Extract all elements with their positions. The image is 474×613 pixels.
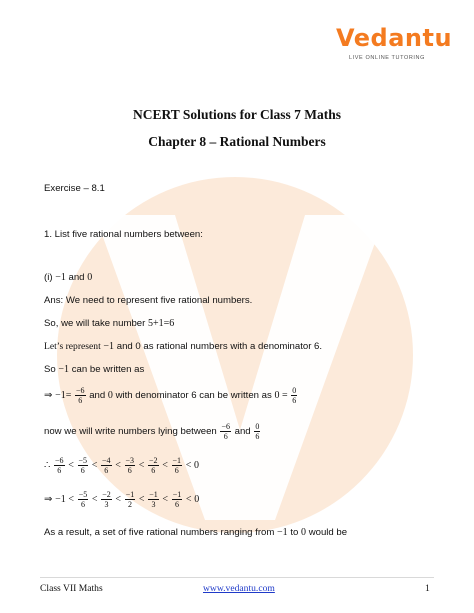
exercise-heading: Exercise – 8.1: [44, 183, 105, 194]
less-than: <: [91, 494, 98, 506]
implies-and: and: [89, 390, 106, 402]
represent-line: [44, 341, 322, 352]
implies-zero: 0: [107, 390, 113, 402]
chain2-start: −1: [55, 494, 66, 506]
part-and: and: [68, 272, 85, 283]
logo-wordmark: Vedantu: [336, 24, 453, 52]
implies-rhs: 0 =: [274, 390, 288, 402]
between-text: now we will write numbers lying between: [44, 426, 217, 438]
chain2-fraction: $\frac{-1}{6}$: [172, 490, 182, 509]
answer-intro: Ans: We need to represent five rational numbers.: [44, 295, 253, 306]
chain1-fraction: $\frac{-6}{6}$: [55, 456, 64, 475]
logo-tagline: LIVE ONLINE TUTORING: [349, 55, 425, 61]
chapter-title: Chapter 8 – Rational Numbers: [148, 134, 326, 149]
result-post: would be: [308, 527, 348, 538]
take-number-expr: 5+1=6: [147, 318, 175, 329]
fraction-minus6-over-6: $\frac{-6}{6}$: [76, 386, 85, 405]
between-line: [44, 422, 261, 441]
inequality-chain-1: [44, 456, 199, 475]
fraction-0-over-6: $\frac{0}{6}$: [292, 386, 297, 405]
page-number: 1: [425, 583, 430, 594]
written-pre: So: [44, 364, 56, 375]
take-number-text: So, we will take number: [44, 318, 146, 329]
part-label: (i): [44, 272, 53, 283]
between-fraction-1: $\frac{-6}{6}$: [221, 422, 230, 441]
less-than: <: [115, 494, 122, 506]
result-line: [44, 527, 347, 538]
less-than: <: [138, 460, 145, 472]
part-value-a: −1: [55, 272, 66, 283]
implies-mid-text: with denominator 6 can be written as: [115, 390, 272, 402]
between-and: and: [234, 426, 251, 438]
implies-line-1: [44, 386, 298, 405]
written-post: can be written as: [71, 364, 145, 375]
chain1-fraction: $\frac{-3}{6}$: [125, 456, 135, 475]
less-than: <: [68, 460, 74, 472]
written-value: −1: [58, 364, 70, 375]
between-fraction-2: $\frac{0}{6}$: [255, 422, 260, 441]
represent-value: −1: [103, 341, 115, 352]
chain1-fraction: $\frac{-4}{6}$: [102, 456, 111, 475]
represent-post: and 0 as rational numbers with a denominator 6.: [116, 341, 323, 352]
less-than: <: [185, 494, 192, 506]
represent-pre: Let’s represent: [44, 341, 101, 352]
less-than: <: [138, 494, 145, 506]
result-a: −1: [277, 527, 288, 538]
page-title: NCERT Solutions for Class 7 Maths: [133, 107, 341, 122]
chain1-fraction: $\frac{-2}{6}$: [149, 456, 158, 475]
less-than: <: [115, 460, 121, 472]
result-b: 0: [301, 527, 307, 538]
less-than: <: [162, 494, 169, 506]
less-than: <: [185, 460, 192, 472]
question-text: 1. List five rational numbers between:: [44, 229, 203, 240]
question-part-i: [44, 272, 92, 283]
result-to: to: [290, 527, 299, 538]
chain2-fraction: $\frac{-1}{3}$: [149, 490, 158, 509]
chain1-fraction: $\frac{-5}{6}$: [78, 456, 88, 475]
written-as-line: [44, 364, 144, 375]
less-than: <: [162, 460, 168, 472]
chain2-end: 0: [194, 494, 200, 506]
vedantu-logo[interactable]: [336, 24, 453, 72]
result-pre: As a result, a set of five rational numbers ranging from: [44, 527, 275, 538]
implies-arrow-2: ⇒: [44, 494, 53, 506]
chain2-fraction: $\frac{-1}{2}$: [125, 490, 135, 509]
therefore-symbol: ∴: [44, 460, 51, 472]
chain2-fraction: $\frac{-2}{3}$: [102, 490, 111, 509]
chain1-end: 0: [194, 460, 200, 472]
chain1-fraction: $\frac{-1}{6}$: [172, 456, 182, 475]
implies-lhs: −1=: [55, 390, 72, 402]
footer-divider: [40, 577, 434, 578]
footer-website-link[interactable]: www.vedantu.com: [203, 583, 275, 594]
footer-class-label: Class VII Maths: [40, 583, 103, 594]
inequality-chain-2: [44, 490, 199, 509]
implies-arrow: ⇒: [44, 390, 53, 402]
less-than: <: [91, 460, 98, 472]
less-than: <: [68, 494, 75, 506]
part-value-b: 0: [87, 272, 93, 283]
chain2-fraction: $\frac{-5}{6}$: [78, 490, 88, 509]
take-number-line: [44, 318, 174, 329]
